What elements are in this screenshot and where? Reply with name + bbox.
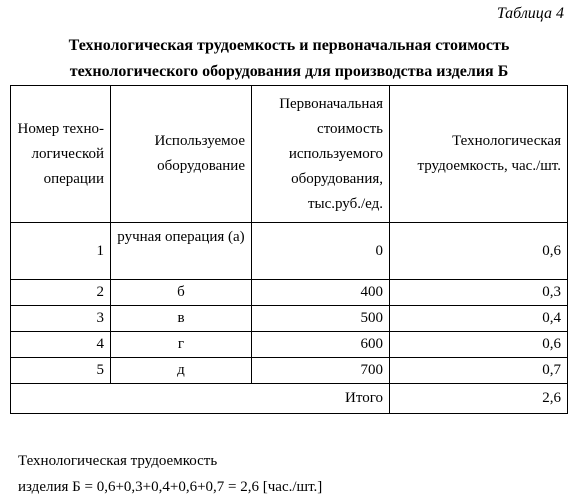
cell-labor: 0,7 [390, 358, 568, 384]
cell-operation-number: 2 [11, 280, 111, 306]
cell-operation-number: 5 [11, 358, 111, 384]
table-row [11, 223, 568, 280]
table-row [11, 332, 568, 358]
cell-equipment: г [111, 332, 252, 358]
data-table [10, 85, 568, 414]
footer-line-1: Технологическая трудоемкость [18, 453, 218, 469]
cell-equipment: в [111, 306, 252, 332]
cell-cost: 600 [252, 332, 390, 358]
cell-labor: 0,6 [390, 332, 568, 358]
cell-cost: 500 [252, 306, 390, 332]
footer-line-2: изделия Б = 0,6+0,3+0,4+0,6+0,7 = 2,6 [час./шт.] [18, 479, 323, 495]
cell-cost: 400 [252, 280, 390, 306]
total-row [11, 384, 568, 414]
cell-equipment: б [111, 280, 252, 306]
header-initial-cost: Первоначальная стоимость используемого оборудования, тыс.руб./ед. [252, 86, 390, 223]
cell-labor: 0,4 [390, 306, 568, 332]
cell-operation-number: 4 [11, 332, 111, 358]
total-label: Итого [11, 384, 390, 414]
header-operation-number: Номер техно-логической операции [11, 86, 111, 223]
header-labor-intensity: Технологическая трудоемкость, час./шт. [390, 86, 568, 223]
table-row [11, 358, 568, 384]
cell-equipment: д [111, 358, 252, 384]
cell-labor: 0,3 [390, 280, 568, 306]
header-equipment: Используемое оборудование [111, 86, 252, 223]
cell-operation-number: 1 [11, 223, 111, 280]
cell-equipment: ручная операция (а) [111, 223, 252, 280]
table-title-line-2: технологического оборудования для производства изделия Б [69, 63, 509, 80]
cell-cost: 700 [252, 358, 390, 384]
table-row [11, 306, 568, 332]
cell-operation-number: 3 [11, 306, 111, 332]
cell-labor: 0,6 [390, 223, 568, 280]
header-row [11, 86, 568, 223]
cell-cost: 0 [252, 223, 390, 280]
table-row [11, 280, 568, 306]
total-value: 2,6 [390, 384, 568, 414]
table-caption: Таблица 4 [496, 5, 564, 22]
table-title-line-1: Технологическая трудоемкость и первоначальная стоимость [68, 37, 510, 54]
